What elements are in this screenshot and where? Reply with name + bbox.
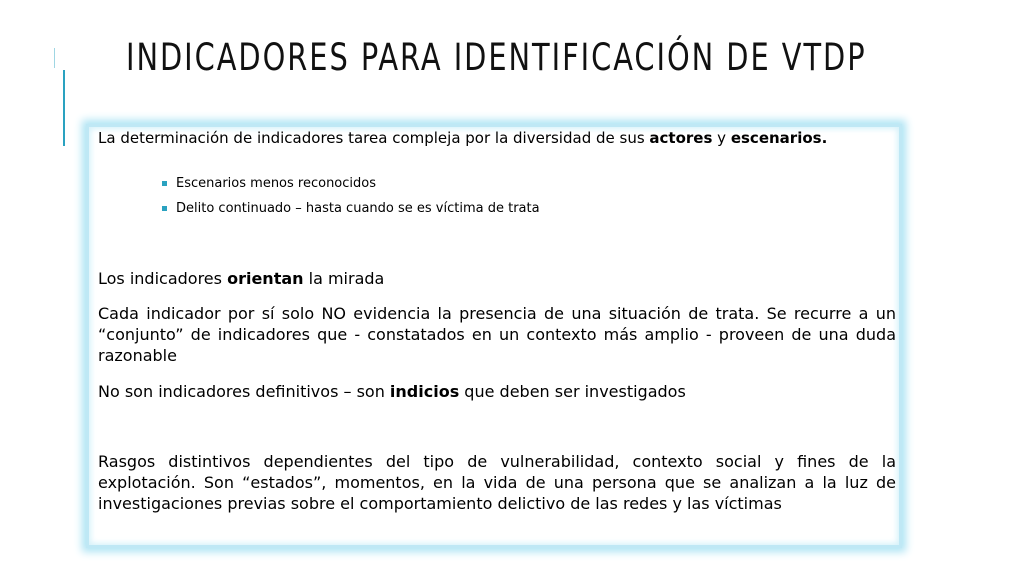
square-bullet-icon bbox=[162, 206, 167, 211]
paragraph-determinacion bbox=[98, 129, 896, 148]
bullet-item bbox=[160, 199, 540, 219]
keyword-orientan: orientan bbox=[227, 269, 304, 288]
slide-title: INDICADORES PARA IDENTIFICACIÓN DE VTDP bbox=[126, 36, 867, 79]
paragraph-determinacion-text: La determinación de indicadores tarea compleja por la diversidad de sus bbox=[98, 129, 650, 147]
paragraph-orientan-post: la mirada bbox=[303, 269, 385, 288]
bullet-text: Delito continuado – hasta cuando se es víctima de trata bbox=[176, 201, 540, 216]
paragraph-indicios-post: que deben ser investigados bbox=[459, 382, 686, 401]
paragraph-rasgos: Rasgos distintivos dependientes del tipo de vulnerabilidad, contexto social y fines de la explotación. Son “estados”, momentos, en la vida de una persona que se analizan a la luz de investigaciones previas sobre el comportamiento delictivo de las redes y las víctimas bbox=[98, 452, 896, 513]
accent-line-top bbox=[54, 48, 55, 68]
keyword-indicios: indicios bbox=[389, 382, 460, 401]
paragraph-conjunto: Cada indicador por sí solo NO evidencia la presencia de una situación de trata. Se recurre a un “conjunto” de indicadores que - constatados en un contexto más amplio - proveen de una duda razonable bbox=[98, 304, 896, 365]
connector-text: y bbox=[712, 129, 731, 147]
keyword-actores: actores bbox=[649, 129, 713, 147]
square-bullet-icon bbox=[162, 181, 167, 186]
accent-line bbox=[63, 70, 65, 146]
bullet-item bbox=[160, 174, 540, 194]
paragraph-orientan bbox=[98, 268, 896, 289]
bullet-text: Escenarios menos reconocidos bbox=[176, 176, 377, 191]
bullet-list bbox=[160, 174, 540, 224]
paragraph-indicios bbox=[98, 381, 896, 402]
paragraph-orientan-pre: Los indicadores bbox=[98, 269, 228, 288]
keyword-escenarios: escenarios. bbox=[730, 129, 828, 147]
paragraph-indicios-pre: No son indicadores definitivos – son bbox=[98, 382, 390, 401]
